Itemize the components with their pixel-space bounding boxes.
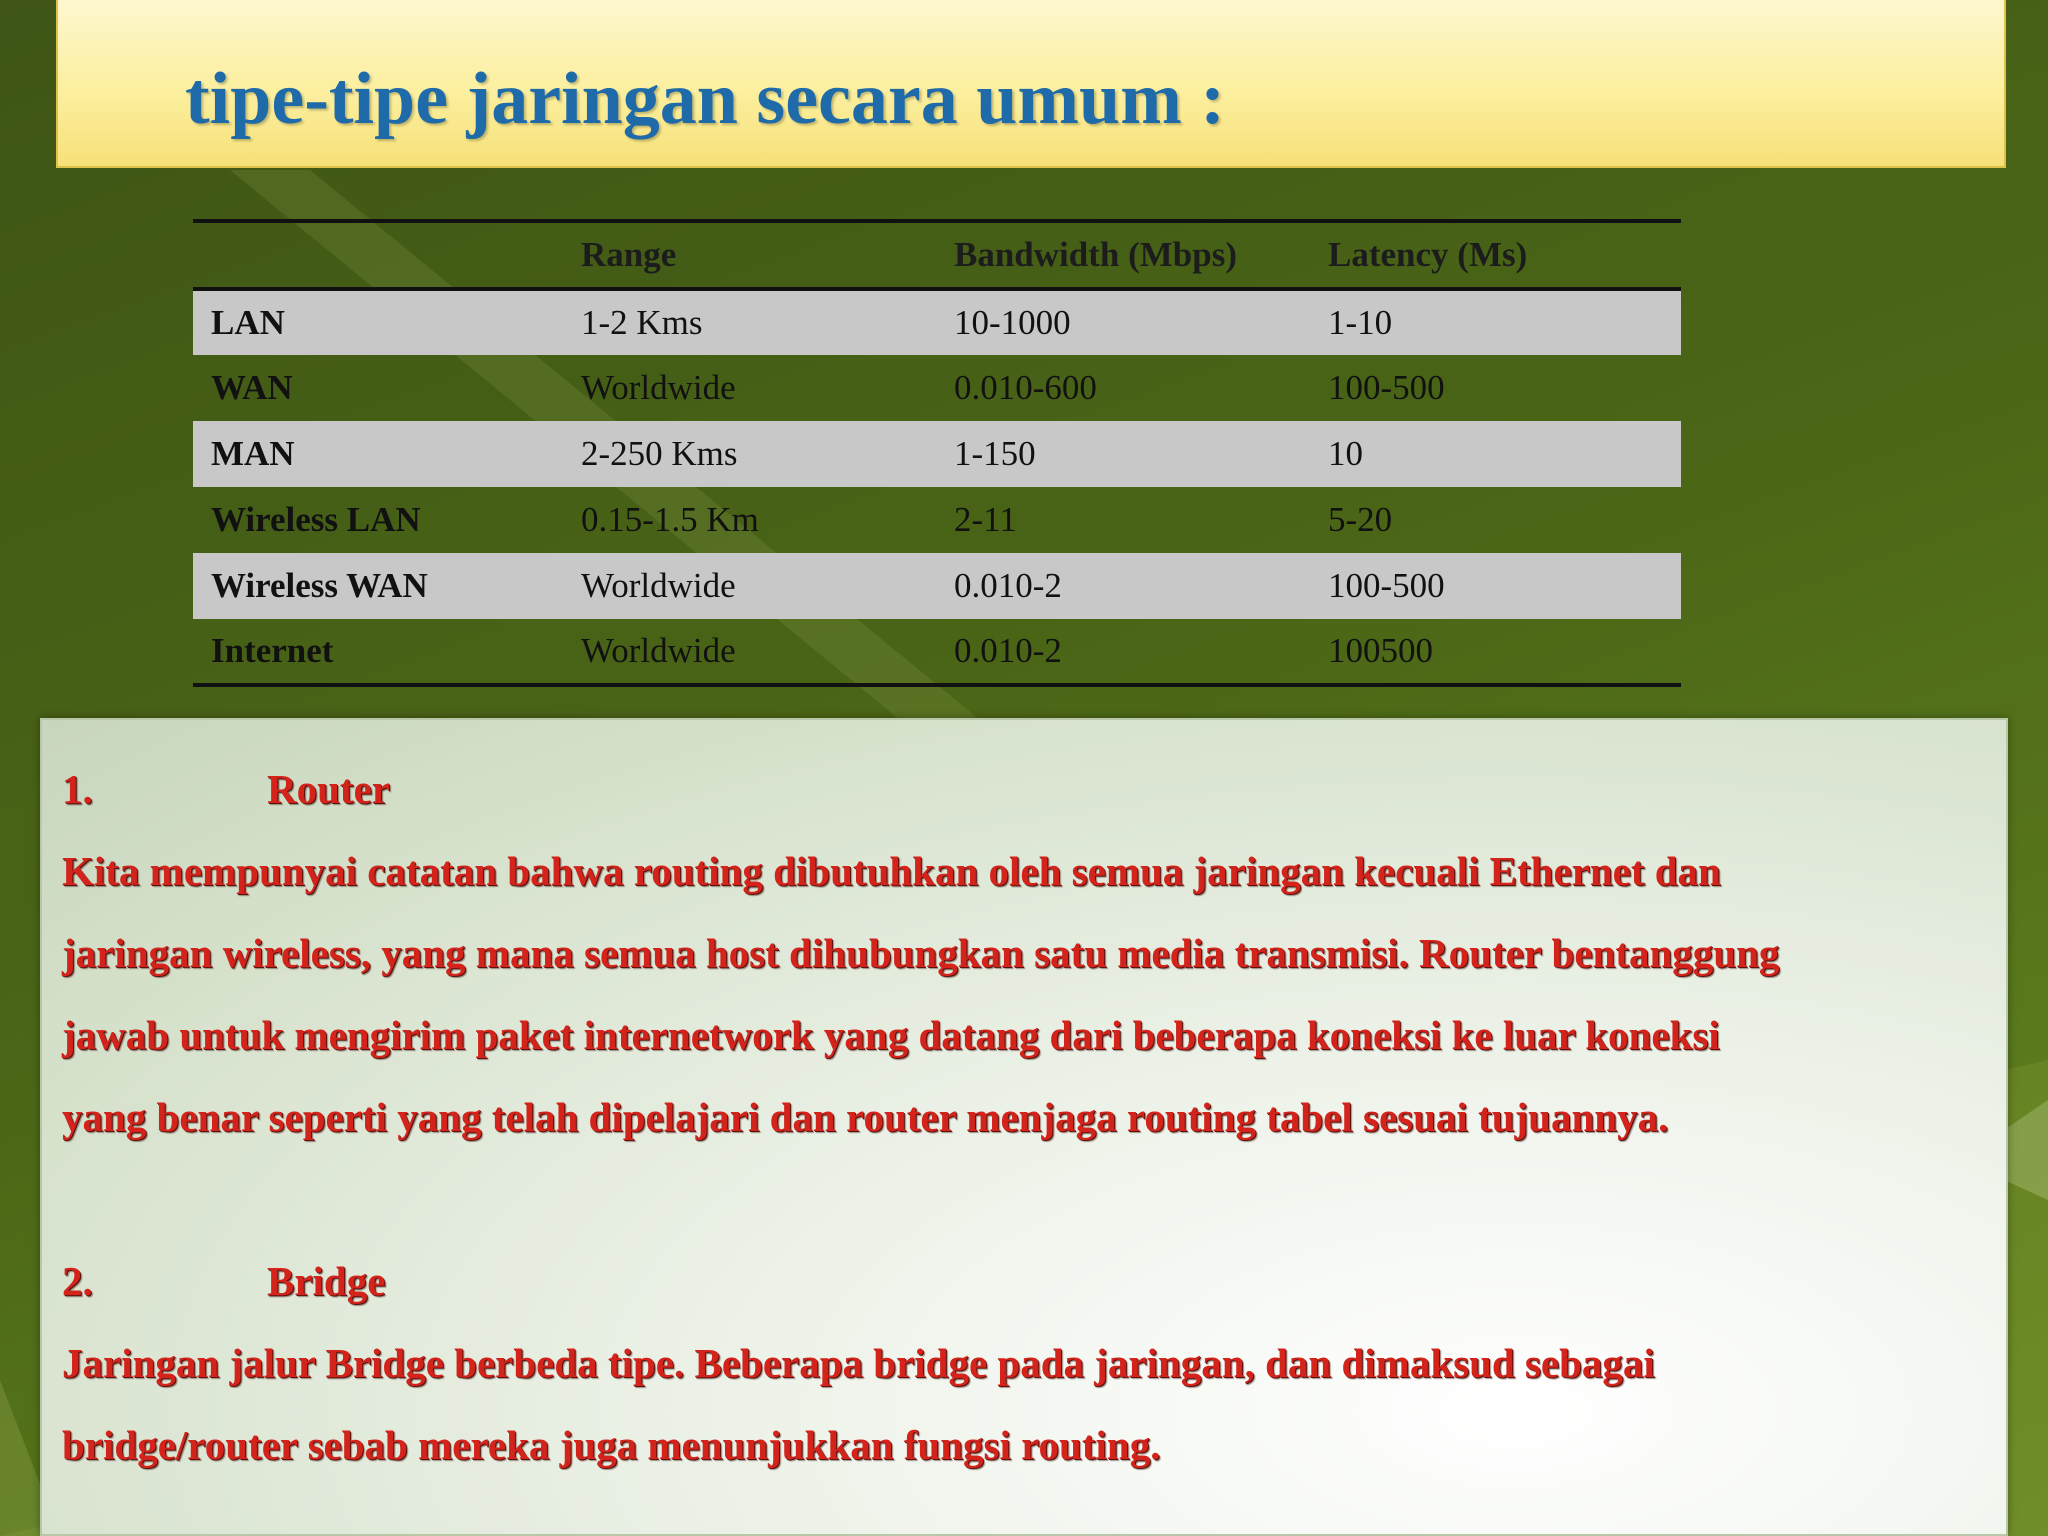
latency-cell: 100-500 xyxy=(1328,368,1445,407)
row-label: Wireless WAN xyxy=(211,566,428,605)
row-label: WAN xyxy=(211,368,293,407)
row-label: LAN xyxy=(211,303,285,342)
bandwidth-cell: 1-150 xyxy=(954,434,1036,473)
item-title: Router xyxy=(267,766,390,812)
latency-cell: 5-20 xyxy=(1328,500,1393,539)
range-cell: 0.15-1.5 Km xyxy=(581,500,759,539)
bandwidth-cell: 0.010-600 xyxy=(954,368,1097,407)
latency-cell: 100-500 xyxy=(1328,566,1445,605)
range-cell: Worldwide xyxy=(581,631,736,670)
bandwidth-cell: 10-1000 xyxy=(954,303,1071,342)
latency-cell: 1-10 xyxy=(1328,303,1393,342)
paragraph-line: Jaringan jalur Bridge berbeda tipe. Beberapa bridge pada jaringan, dan dimaksud sebagai xyxy=(62,1340,1655,1386)
header-cell-bandwidth: Bandwidth (Mbps) xyxy=(954,235,1238,274)
table-header-row xyxy=(193,221,1681,289)
spacer xyxy=(62,1158,1992,1240)
table-row xyxy=(193,553,1681,619)
row-label: Internet xyxy=(211,631,334,670)
row-label: MAN xyxy=(211,434,295,473)
row-label: Wireless LAN xyxy=(211,500,421,539)
paragraph-line: Kita mempunyai catatan bahwa routing dibutuhkan oleh semua jaringan kecuali Ethernet dan xyxy=(62,848,1721,894)
item-number: 2. xyxy=(62,1258,93,1304)
range-cell: Worldwide xyxy=(581,566,736,605)
latency-cell: 100500 xyxy=(1328,631,1433,670)
latency-cell: 10 xyxy=(1328,434,1363,473)
bandwidth-cell: 0.010-2 xyxy=(954,631,1062,670)
item-heading-router xyxy=(62,748,1992,830)
header-cell-latency: Latency (Ms) xyxy=(1328,235,1528,274)
slide-title: tipe-tipe jaringan secara umum : xyxy=(185,58,1225,140)
item-number: 1. xyxy=(62,766,93,812)
content-body xyxy=(62,748,1992,1486)
paragraph-line: yang benar seperti yang telah dipelajari dan router menjaga routing tabel sesuai tujuannya. xyxy=(62,1094,1669,1140)
network-types-table xyxy=(193,219,1681,687)
bandwidth-cell: 2-11 xyxy=(954,500,1017,539)
table-row xyxy=(193,619,1681,685)
paragraph-line: bridge/router sebab mereka juga menunjukkan fungsi routing. xyxy=(62,1422,1161,1468)
paragraph-line: jaringan wireless, yang mana semua host dihubungkan satu media transmisi. Router bentanggung xyxy=(62,930,1780,976)
content-panel xyxy=(40,718,2008,1536)
table-row xyxy=(193,487,1681,553)
range-cell: Worldwide xyxy=(581,368,736,407)
header-cell-empty xyxy=(193,221,563,289)
item-title: Bridge xyxy=(267,1258,386,1304)
item-heading-bridge xyxy=(62,1240,1992,1322)
bandwidth-cell: 0.010-2 xyxy=(954,566,1062,605)
table-row xyxy=(193,355,1681,421)
table-row xyxy=(193,421,1681,487)
header-cell-range: Range xyxy=(581,235,677,274)
table-row xyxy=(193,289,1681,355)
paragraph-line: jawab untuk mengirim paket internetwork yang datang dari beberapa koneksi ke luar koneksi xyxy=(62,1012,1720,1058)
range-cell: 2-250 Kms xyxy=(581,434,738,473)
range-cell: 1-2 Kms xyxy=(581,303,703,342)
